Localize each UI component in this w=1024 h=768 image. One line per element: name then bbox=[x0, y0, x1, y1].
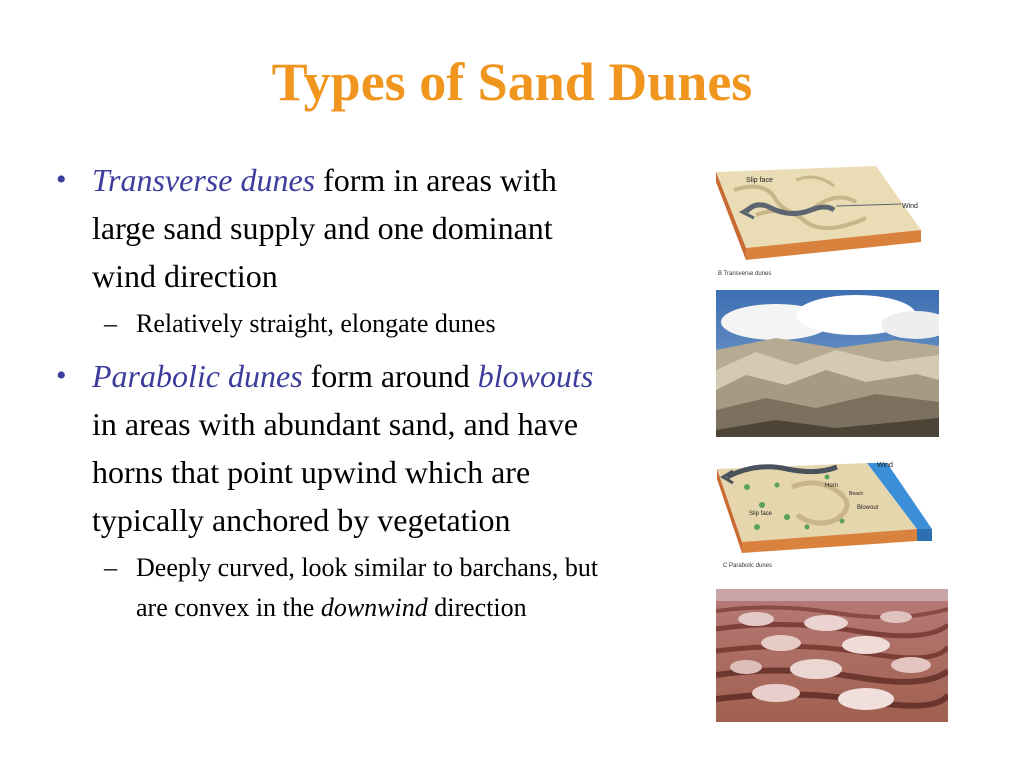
label-beach: Beach bbox=[849, 491, 864, 497]
sub-bullet-parabolic bbox=[52, 548, 622, 628]
slide-title: Types of Sand Dunes bbox=[271, 52, 753, 112]
parabolic-dunes-diagram bbox=[717, 457, 932, 572]
label-blowout: Blowout bbox=[857, 505, 879, 511]
transverse-dunes-diagram bbox=[716, 160, 928, 278]
caption-parabolic: C Parabolic dunes bbox=[723, 563, 773, 569]
label-slip-face: Slip face bbox=[746, 177, 773, 184]
dunes-photo bbox=[716, 290, 939, 437]
bullet-text-a: form around bbox=[302, 358, 478, 394]
bullet-transverse bbox=[52, 156, 622, 300]
bullet-dot: • bbox=[56, 359, 67, 392]
aerial-dunes-photo bbox=[716, 589, 948, 722]
bullet-text: form in areas with large sand supply and one dominant wind direction bbox=[92, 162, 557, 294]
label-slip-face: Slip face bbox=[749, 511, 773, 517]
term-blowouts: blowouts bbox=[477, 358, 594, 394]
sub-bullet-text: Relatively straight, elongate dunes bbox=[136, 309, 496, 338]
term-transverse: Transverse dunes bbox=[92, 162, 316, 198]
sub-bullet-text-b: direction bbox=[427, 593, 527, 622]
label-wind: Wind bbox=[902, 203, 918, 210]
bullet-parabolic bbox=[52, 352, 622, 544]
sub-bullet-emphasis: downwind bbox=[320, 593, 428, 622]
sub-bullet-transverse bbox=[52, 304, 622, 344]
dash-mark: – bbox=[104, 309, 117, 338]
term-parabolic: Parabolic dunes bbox=[92, 358, 303, 394]
slide-body bbox=[52, 156, 622, 636]
sub-bullet-text-a: Deeply curved, look similar to barchans, but are convex in the bbox=[136, 553, 599, 622]
bullet-dot: • bbox=[56, 163, 67, 196]
label-horn: Horn bbox=[825, 483, 839, 489]
dash-mark: – bbox=[104, 553, 117, 582]
caption-transverse: B Transverse dunes bbox=[718, 271, 772, 277]
bullet-text-b: in areas with abundant sand, and have horns that point upwind which are typically anchored by vegetation bbox=[92, 406, 579, 538]
label-wind: Wind bbox=[877, 462, 893, 469]
